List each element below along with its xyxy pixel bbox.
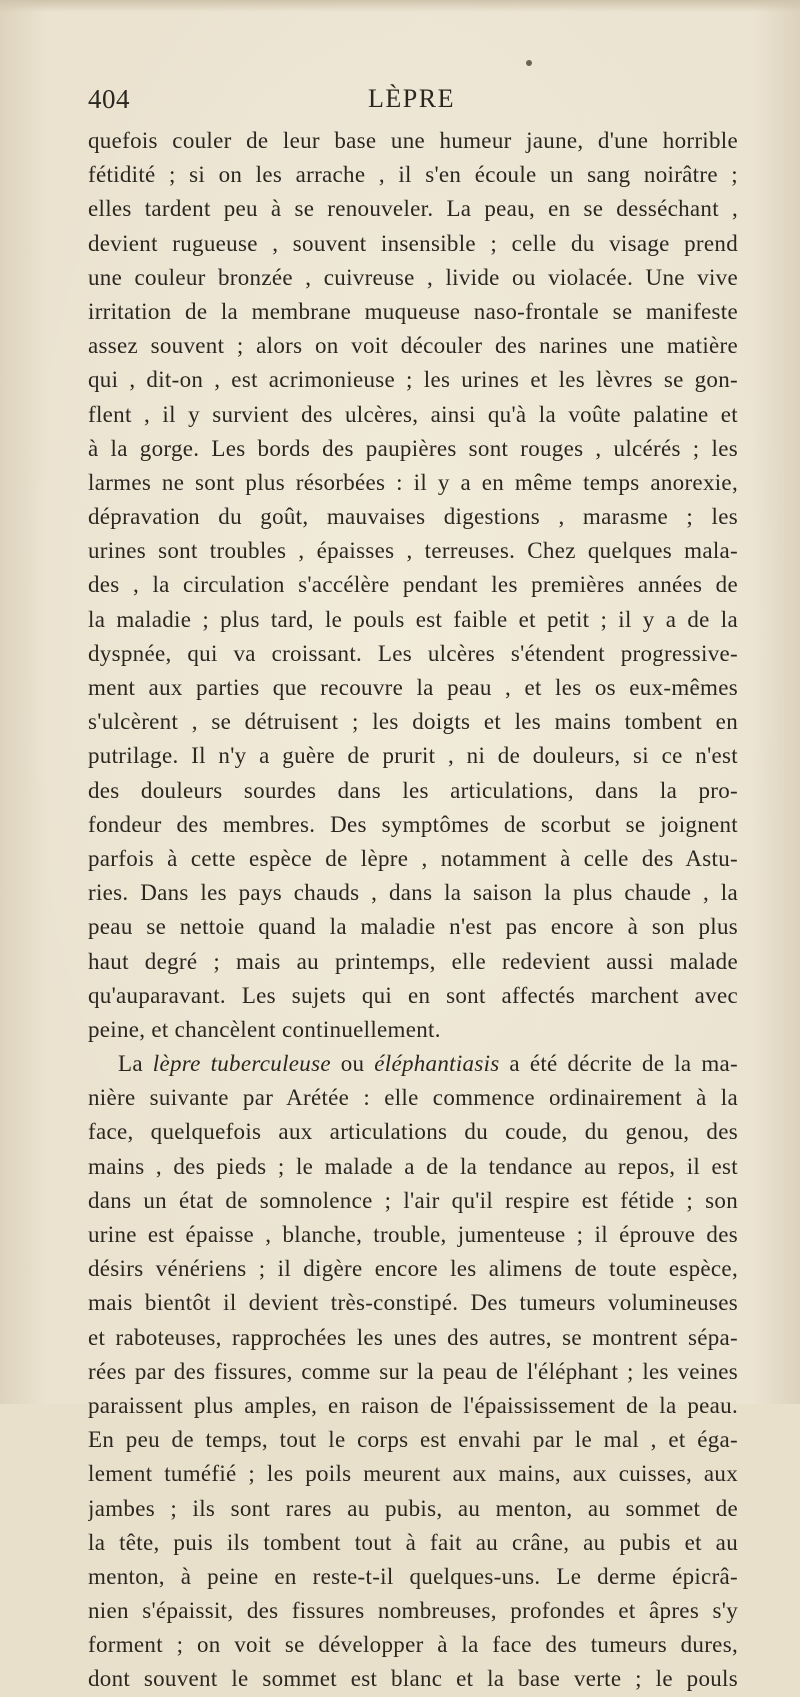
text-line: putrilage. Il n'y a guère de prurit , ni de douleurs, si ce n'est (88, 743, 738, 769)
text-line: urines sont troubles , épaisses , terreuses. Chez quelques mala- (88, 538, 738, 564)
text-line: peine, et chancèlent continuellement. (88, 1016, 441, 1042)
text-line: une couleur bronzée , cuivreuse , livide ou violacée. Une vive (88, 264, 738, 290)
text-line: assez souvent ; alors on voit découler des narines une matière (88, 333, 738, 359)
text-line: fondeur des membres. Des symptômes de scorbut se joignent (88, 811, 738, 837)
text-line: peau se nettoie quand la maladie n'est pas encore à son plus (88, 914, 738, 940)
ink-speck (526, 60, 532, 66)
text-line: En peu de temps, tout le corps est envahi par le mal , et éga- (88, 1427, 738, 1453)
running-title: LÈPRE (368, 84, 455, 113)
text-line: face, quelquefois aux articulations du coude, du genou, des (88, 1119, 738, 1145)
text-line: menton, à peine en reste-t-il quelques-uns. Le derme épicrâ- (88, 1563, 738, 1589)
text-line: elles tardent peu à se renouveler. La peau, en se desséchant , (88, 196, 738, 222)
text-line: la tête, puis ils tombent tout à fait au crâne, au pubis et au (88, 1529, 738, 1555)
text-line: qu'auparavant. Les sujets qui en sont affectés marchent avec (88, 982, 738, 1008)
text-line: la maladie ; plus tard, le pouls est faible et petit ; il y a de la (88, 606, 738, 632)
text-line: nien s'épaissit, des fissures nombreuses, profondes et âpres s'y (88, 1598, 738, 1624)
running-head (88, 84, 738, 120)
text-line: s'ulcèrent , se détruisent ; les doigts et les mains tombent en (88, 709, 738, 735)
text-line: devient rugueuse , souvent insensible ; celle du visage prend (88, 230, 738, 256)
text-line: mais bientôt il devient très-constipé. Des tumeurs volumineuses (88, 1290, 738, 1316)
text-line: dépravation du goût, mauvaises digestions , marasme ; les (88, 504, 738, 530)
text-line: lement tuméfié ; les poils meurent aux mains, aux cuisses, aux (88, 1461, 738, 1487)
text-line: qui , dit-on , est acrimonieuse ; les urines et les lèvres se gon- (88, 367, 738, 393)
text-line: désirs vénériens ; il digère encore les alimens de toute espèce, (88, 1256, 738, 1282)
text-line: nière suivante par Arétée : elle commence ordinairement à la (88, 1085, 738, 1111)
text-line: forment ; on voit se développer à la face des tumeurs dures, (88, 1632, 738, 1658)
text-line: irritation de la membrane muqueuse naso-frontale se manifeste (88, 298, 738, 324)
text-line: jambes ; ils sont rares au pubis, au menton, au sommet de (88, 1495, 738, 1521)
text-line: dyspnée, qui va croissant. Les ulcères s'étendent progressive- (88, 640, 738, 666)
text-line: haut degré ; mais au printemps, elle redevient aussi malade (88, 948, 738, 974)
text-line: dans un état de somnolence ; l'air qu'il respire est fétide ; son (88, 1187, 738, 1213)
text-line: mains , des pieds ; le malade a de la tendance au repos, il est (88, 1153, 738, 1179)
text-line: et raboteuses, rapprochées les unes des autres, se montrent sépa- (88, 1324, 738, 1350)
text-line: paraissent plus amples, en raison de l'épaississement de la peau. (88, 1392, 738, 1418)
page-number: 404 (88, 84, 130, 114)
text-line: urine est épaisse , blanche, trouble, jumenteuse ; il éprouve des (88, 1222, 738, 1247)
text-line: quefois couler de leur base une humeur jaune, d'une horrible (88, 128, 738, 153)
text-line: des douleurs sourdes dans les articulations, dans la pro- (88, 777, 738, 803)
text-line: rées par des fissures, comme sur la peau de l'éléphant ; les veines (88, 1358, 738, 1384)
text-line: fétidité ; si on les arrache , il s'en écoule un sang noirâtre ; (88, 162, 738, 188)
page-top-edge (0, 0, 800, 12)
text-line: ries. Dans les pays chauds , dans la saison la plus chaude , la (88, 880, 738, 906)
text-line: parfois à cette espèce de lèpre , notamment à celle des Astu- (88, 845, 738, 871)
body-text (88, 124, 738, 1697)
text-line: ment aux parties que recouvre la peau , et les os eux-mêmes (88, 675, 738, 700)
text-line: des , la circulation s'accélère pendant les premières années de (88, 572, 738, 598)
text-line: La lèpre tuberculeuse ou éléphantiasis a été décrite de la ma- (118, 1051, 738, 1077)
text-line: larmes ne sont plus résorbées : il y a en même temps anorexie, (88, 469, 738, 495)
text-line: flent , il y survient des ulcères, ainsi qu'à la voûte palatine et (88, 401, 738, 427)
text-line: dont souvent le sommet est blanc et la base verte ; le pouls (88, 1666, 738, 1692)
text-line: à la gorge. Les bords des paupières sont rouges , ulcérés ; les (88, 435, 738, 461)
